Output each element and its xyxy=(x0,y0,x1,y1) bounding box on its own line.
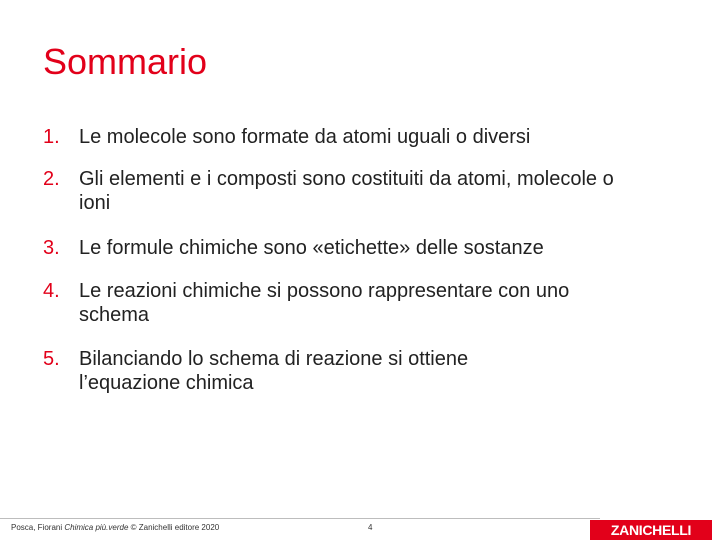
list-item xyxy=(43,279,629,327)
list-item-text: Le formule chimiche sono «etichette» delle sostanze xyxy=(79,237,544,259)
list-item-text: Le molecole sono formate da atomi uguali o diversi xyxy=(79,126,531,148)
list-item xyxy=(43,125,530,149)
list-item-number: 2. xyxy=(43,168,60,190)
list-item-number: 4. xyxy=(43,280,60,302)
list-item-number: 1. xyxy=(43,126,60,148)
footer-book-title: Chimica più.verde xyxy=(64,523,129,532)
footer-divider xyxy=(0,518,600,519)
footer-authors: Posca, Fiorani xyxy=(11,523,65,532)
slide-title: Sommario xyxy=(43,41,208,82)
list-item xyxy=(43,167,619,215)
list-item xyxy=(43,347,559,395)
list-item-text: Bilanciando lo schema di reazione si ottiene l’equazione chimica xyxy=(79,348,469,394)
footer-credits xyxy=(11,523,219,532)
list-item-text: Gli elementi e i composti sono costituiti da atomi, molecole o ioni xyxy=(79,168,614,214)
page-number: 4 xyxy=(368,523,373,532)
list-item xyxy=(43,236,544,260)
list-item-text: Le reazioni chimiche si possono rappresentare con uno schema xyxy=(79,280,570,326)
footer-publisher: © Zanichelli editore 2020 xyxy=(128,523,220,532)
list-item-number: 5. xyxy=(43,348,60,370)
list-item-number: 3. xyxy=(43,237,60,259)
zanichelli-logo: ZANICHELLI xyxy=(590,520,712,540)
